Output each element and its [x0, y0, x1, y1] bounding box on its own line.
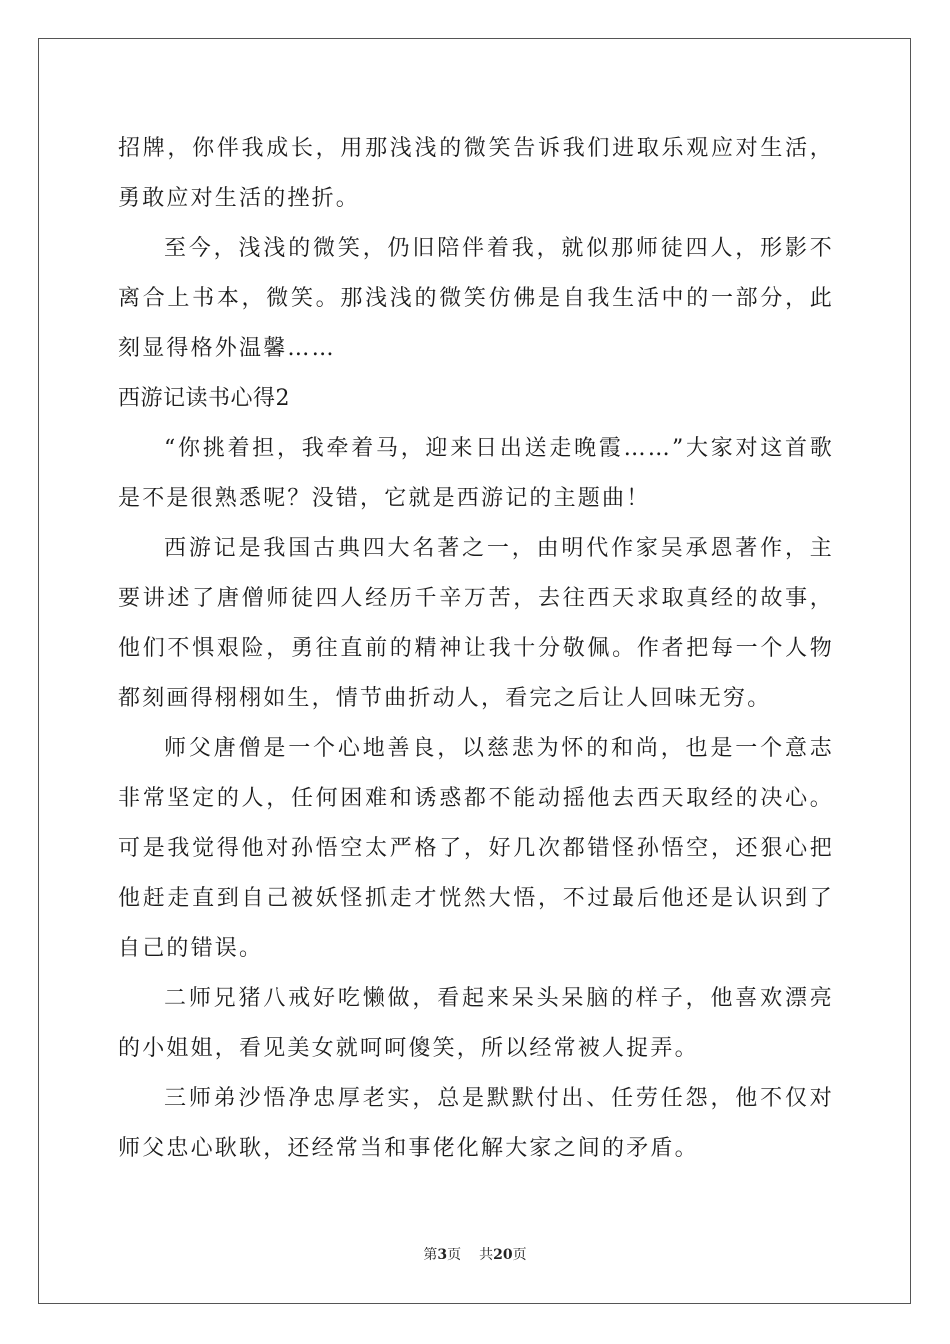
paragraph: “你挑着担，我牵着马，迎来日出送走晚霞……”大家对这首歌是不是很熟悉呢？没错，它就是西游记的主题曲！ — [118, 436, 834, 511]
section-title: 西游记读书心得2 — [118, 386, 290, 411]
paragraph: 师父唐僧是一个心地善良，以慈悲为怀的和尚，也是一个意志非常坚定的人，任何困难和诱惑都不能动摇他去西天取经的决心。可是我觉得他对孙悟空太严格了，好几次都错怪孙悟空，还狠心把他赶走直到自己被妖怪抓走才恍然大悟，不过最后他还是认识到了自己的错误。 — [118, 736, 834, 961]
paragraph: 招牌，你伴我成长，用那浅浅的微笑告诉我们进取乐观应对生活，勇敢应对生活的挫折。 — [118, 136, 834, 211]
paragraph: 至今，浅浅的微笑，仍旧陪伴着我，就似那师徒四人，形影不离合上书本，微笑。那浅浅的微笑仿佛是自我生活中的一部分，此刻显得格外温馨…… — [118, 236, 834, 361]
total-prefix: 共 — [479, 1247, 494, 1263]
total-suffix: 页 — [512, 1247, 527, 1263]
page-footer — [0, 1244, 950, 1264]
paragraph: 西游记是我国古典四大名著之一，由明代作家吴承恩著作，主要讲述了唐僧师徒四人经历千辛万苦，去往西天求取真经的故事，他们不惧艰险，勇往直前的精神让我十分敬佩。作者把每一个人物都刻画得栩栩如生，情节曲折动人，看完之后让人回味无穷。 — [118, 536, 834, 711]
paragraph: 三师弟沙悟净忠厚老实，总是默默付出、任劳任怨，他不仅对师父忠心耿耿，还经常当和事佬化解大家之间的矛盾。 — [118, 1086, 834, 1161]
page-number: 3 — [437, 1247, 448, 1263]
total-pages: 20 — [493, 1247, 513, 1263]
page-prefix: 第 — [423, 1247, 438, 1263]
document-body — [118, 124, 834, 1174]
page-suffix: 页 — [447, 1247, 462, 1263]
paragraph: 二师兄猪八戒好吃懒做，看起来呆头呆脑的样子，他喜欢漂亮的小姐姐，看见美女就呵呵傻笑，所以经常被人捉弄。 — [118, 986, 834, 1061]
